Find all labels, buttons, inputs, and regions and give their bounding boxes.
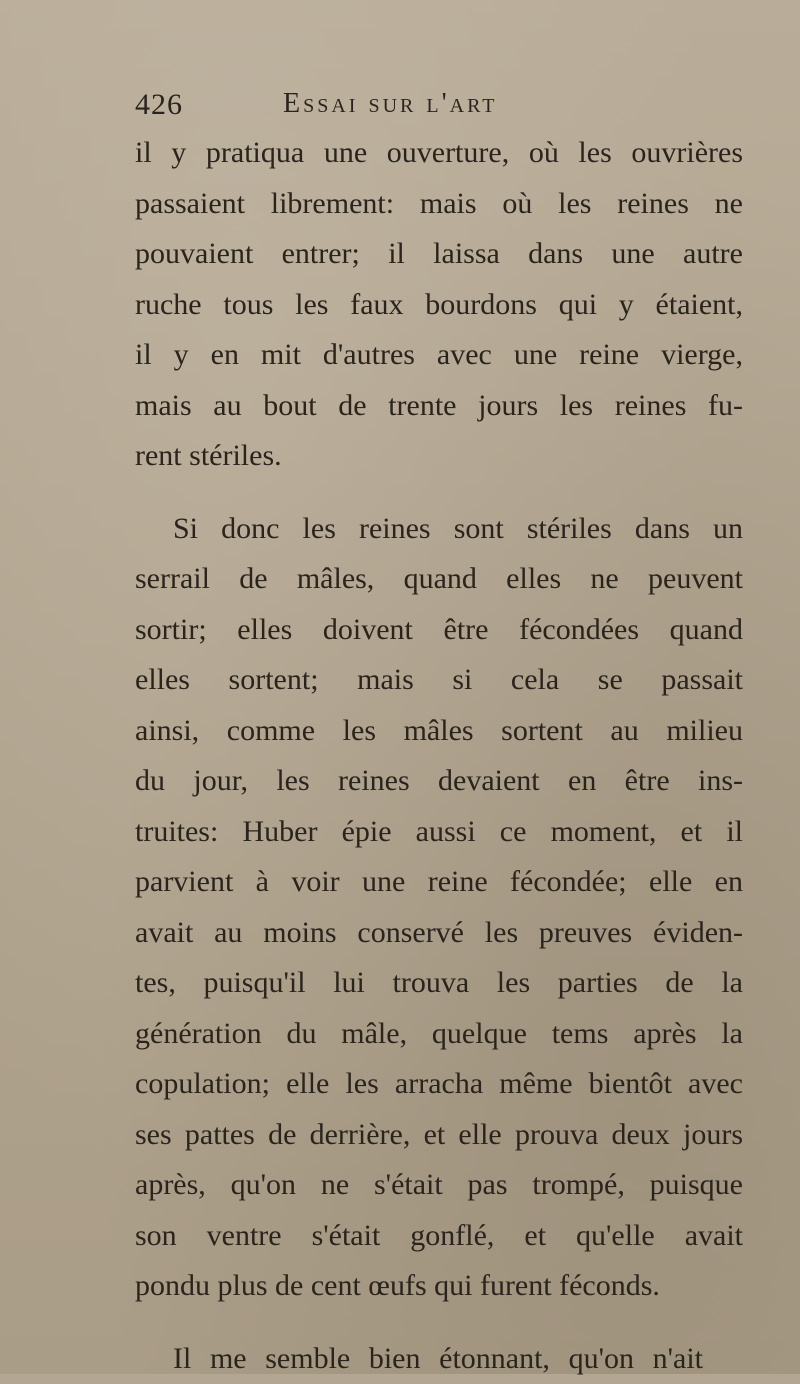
text-line: ainsi, comme les mâles sortent au milieu bbox=[135, 706, 743, 757]
text-line: du jour, les reines devaient en être ins- bbox=[135, 756, 743, 807]
text-line: il y pratiqua une ouverture, où les ouvrières bbox=[135, 128, 743, 179]
page-header bbox=[135, 88, 755, 128]
text-line: sortir; elles doivent être fécondées quand bbox=[135, 605, 743, 656]
text-line: tes, puisqu'il lui trouva les parties de la bbox=[135, 958, 743, 1009]
text-line: serrail de mâles, quand elles ne peuvent bbox=[135, 554, 743, 605]
text-line: elles sortent; mais si cela se passait bbox=[135, 655, 743, 706]
text-line: génération du mâle, quelque tems après la bbox=[135, 1009, 743, 1060]
text-line: mais au bout de trente jours les reines fu- bbox=[135, 381, 743, 432]
text-line: ruche tous les faux bourdons qui y étaient, bbox=[135, 280, 743, 331]
text-line: parvient à voir une reine fécondée; elle en bbox=[135, 857, 743, 908]
text-line: avait au moins conservé les preuves éviden- bbox=[135, 908, 743, 959]
text-line: truites: Huber épie aussi ce moment, et il bbox=[135, 807, 743, 858]
text-line: il y en mit d'autres avec une reine vierge, bbox=[135, 330, 743, 381]
text-line: pouvaient entrer; il laissa dans une autre bbox=[135, 229, 743, 280]
text-line: ses pattes de derrière, et elle prouva deux jours bbox=[135, 1110, 743, 1161]
text-line: Si donc les reines sont stériles dans un bbox=[173, 504, 743, 555]
text-line: pondu plus de cent œufs qui furent féconds. bbox=[135, 1261, 743, 1312]
text-line: Il me semble bien étonnant, qu'on n'ait bbox=[173, 1334, 703, 1384]
text-line: passaient librement: mais où les reines ne bbox=[135, 179, 743, 230]
text-line: après, qu'on ne s'était pas trompé, puisque bbox=[135, 1160, 743, 1211]
text-line: son ventre s'était gonflé, et qu'elle avait bbox=[135, 1211, 743, 1262]
text-line: rent stériles. bbox=[135, 431, 743, 482]
text-line: copulation; elle les arracha même bientôt avec bbox=[135, 1059, 743, 1110]
page-number: 426 bbox=[135, 88, 183, 122]
running-head: Essai sur l'art bbox=[283, 88, 497, 120]
